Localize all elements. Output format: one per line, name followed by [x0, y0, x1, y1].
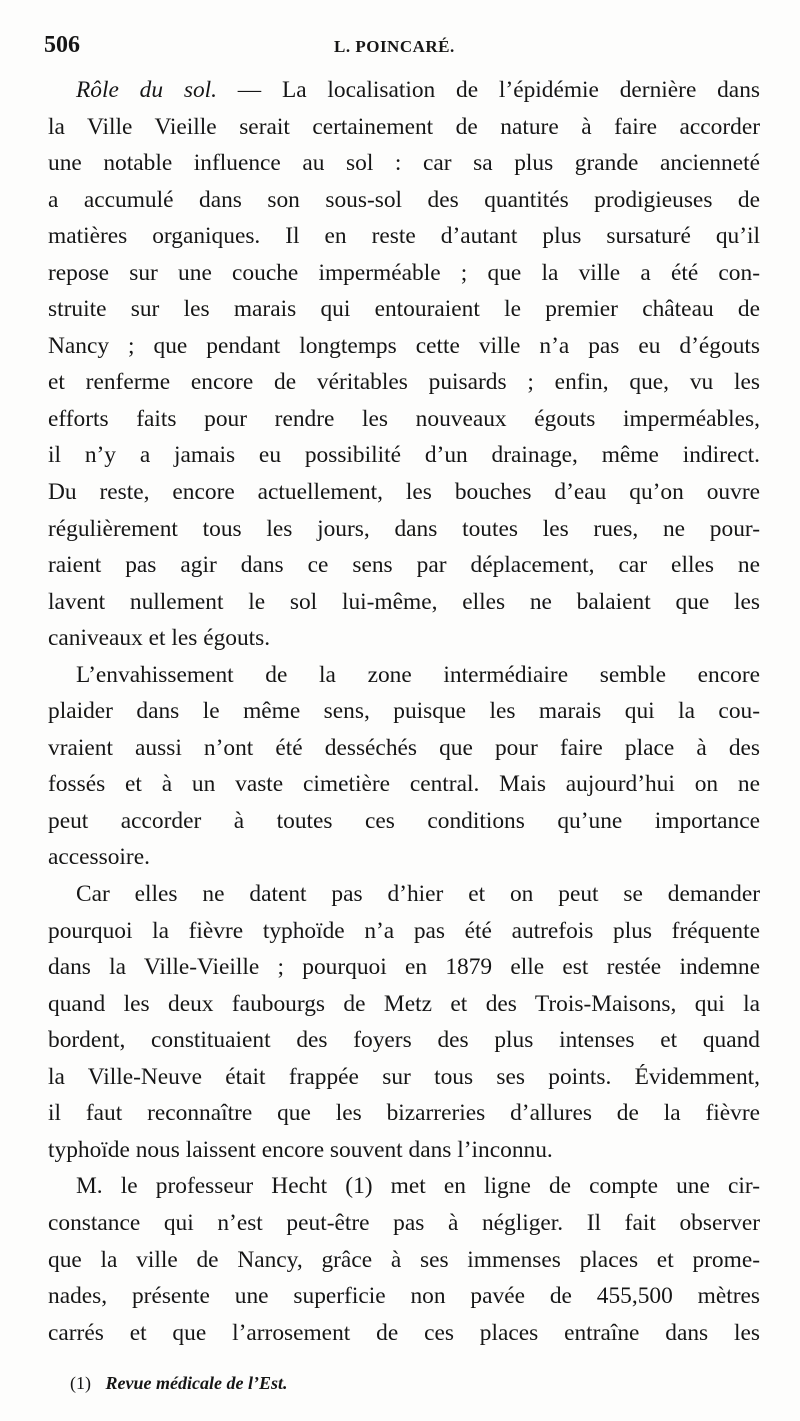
footnote-title: Revue médicale de l’Est. [105, 1373, 288, 1393]
text-line: typhoïde nous laissent encore souvent dans l’inconnu. [48, 1136, 553, 1163]
text-line: plaider dans le même sens, puisque les marais qui la cou- [48, 698, 760, 725]
text-line: Car elles ne datent pas d’hier et on peut se demander [76, 881, 760, 908]
body-text [48, 72, 760, 1351]
text-line: et renferme encore de véritables puisards ; enfin, que, vu les [48, 369, 760, 396]
text-line: carrés et que l’arrosement de ces places entraîne dans les [48, 1319, 760, 1346]
text-line: la Ville Vieille serait certainement de nature à faire accorder [48, 113, 760, 140]
text-line: constance qui n’est peut-être pas à négliger. Il fait observer [48, 1209, 760, 1236]
text-line: la Ville-Neuve était frappée sur tous ses points. Évidemment, [48, 1063, 760, 1090]
text-line: struite sur les marais qui entouraient le premier château de [48, 296, 760, 323]
text-line: raient pas agir dans ce sens par déplacement, car elles ne [48, 552, 760, 579]
section-lead: Rôle du sol. [76, 77, 217, 103]
text-line: accessoire. [48, 844, 150, 871]
text-line: M. le professeur Hecht (1) met en ligne de compte une cir- [76, 1173, 760, 1200]
text-line: bordent, constituaient des foyers des plus intenses et quand [48, 1027, 760, 1054]
text-line: régulièrement tous les jours, dans toutes les rues, ne pour- [48, 515, 760, 542]
text-line: efforts faits pour rendre les nouveaux égouts imperméables, [48, 405, 760, 432]
text-line: il n’y a jamais eu possibilité d’un drainage, même indirect. [48, 442, 760, 469]
text-line: a accumulé dans son sous-sol des quantités prodigieuses de [48, 186, 760, 213]
text-line: fossés et à un vaste cimetière central. Mais aujourd’hui on ne [48, 771, 760, 798]
text-line: il faut reconnaître que les bizarreries d’allures de la fièvre [48, 1100, 760, 1127]
text-line: Du reste, encore actuellement, les bouches d’eau qu’on ouvre [48, 479, 760, 506]
text-line: repose sur une couche imperméable ; que la ville a été con- [48, 259, 760, 286]
text-line: Rôle du sol. — La localisation de l’épidémie dernière dans [76, 77, 760, 103]
page-number: 506 [44, 32, 80, 58]
text-line: matières organiques. Il en reste d’autant plus sursaturé qu’il [48, 223, 760, 250]
text-line: lavent nullement le sol lui-même, elles ne balaient que les [48, 588, 760, 615]
running-head: L. POINCARÉ. [334, 37, 455, 56]
text-line: caniveaux et les égouts. [48, 625, 271, 652]
text-line: nades, présente une superficie non pavée de 455,500 mètres [48, 1283, 760, 1310]
footnote-ref: (1) [70, 1373, 91, 1393]
text-line: peut accorder à toutes ces conditions qu’une importance [48, 807, 760, 834]
page-header [44, 28, 764, 64]
paragraph-role-du-sol [48, 72, 760, 657]
paragraph-ville-vieille [48, 876, 760, 1168]
text-line: quand les deux faubourgs de Metz et des Trois-Maisons, qui la [48, 990, 760, 1017]
text-line: L’envahissement de la zone intermédiaire semble encore [76, 661, 760, 688]
text-line: Nancy ; que pendant longtemps cette ville n’a pas eu d’égouts [48, 332, 760, 359]
paragraph-zone-intermediaire [48, 657, 760, 876]
text-line: dans la Ville-Vieille ; pourquoi en 1879 elle est restée indemne [48, 954, 760, 981]
footnote [70, 1373, 287, 1394]
text-line: que la ville de Nancy, grâce à ses immenses places et prome- [48, 1246, 760, 1273]
text-line: une notable influence au sol : car sa plus grande ancienneté [48, 150, 760, 177]
text-line: pourquoi la fièvre typhoïde n’a pas été autrefois plus fréquente [48, 917, 760, 944]
text-line: vraient aussi n’ont été desséchés que pour faire place à des [48, 734, 760, 761]
paragraph-professeur-hecht [48, 1168, 760, 1351]
